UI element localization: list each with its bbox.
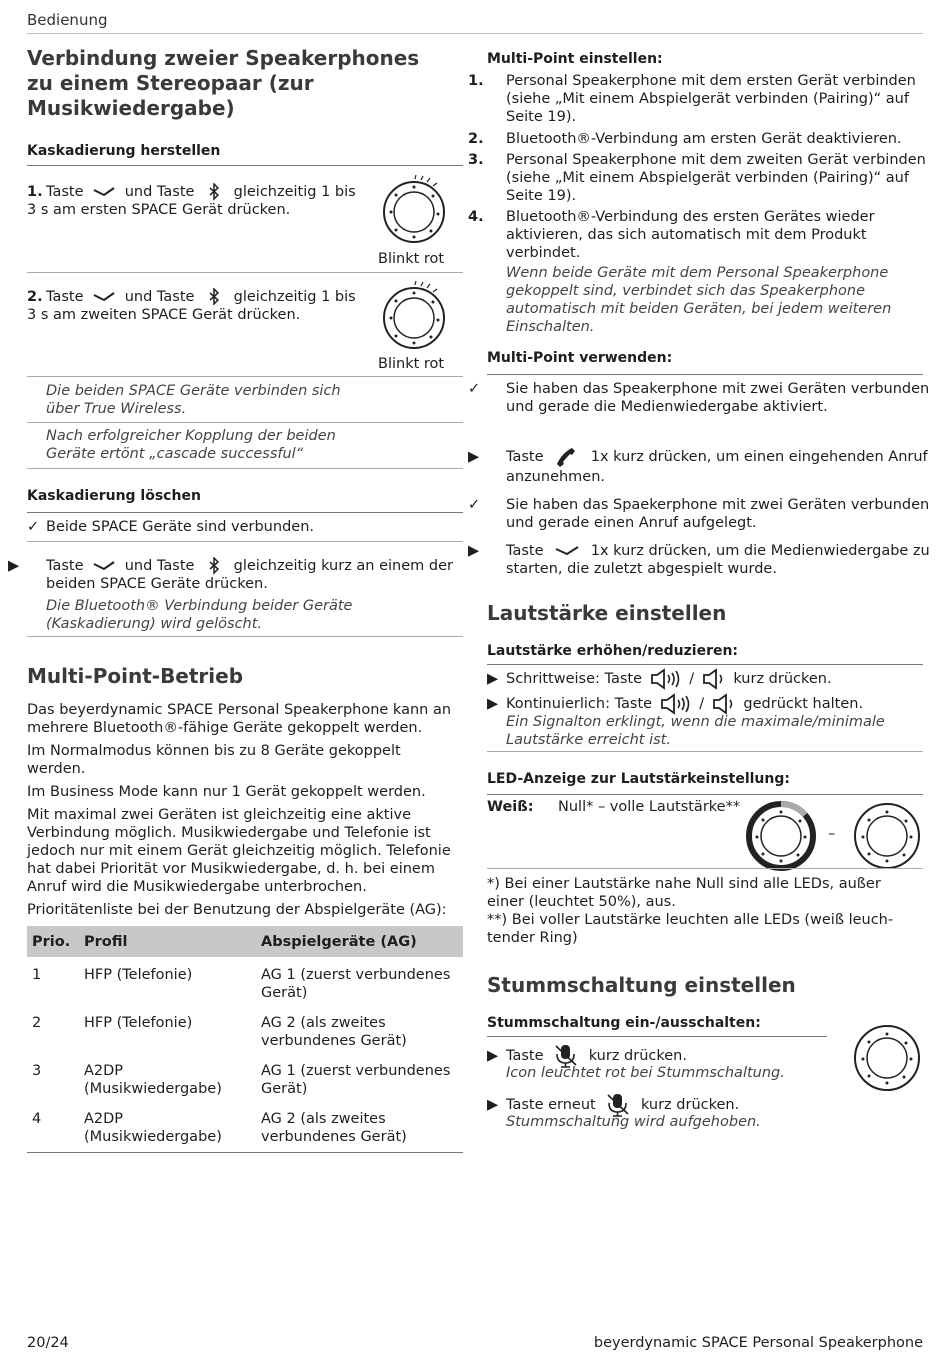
speakerphone-blinking-icon [381, 280, 447, 350]
speakerphone-blinking-icon [381, 174, 447, 244]
phone-icon [552, 446, 582, 468]
cascade-precondition [27, 518, 463, 536]
volume-down-icon [711, 693, 737, 715]
running-header: Bedienung [27, 11, 108, 29]
speakerphone-mute-icon [851, 1022, 923, 1094]
use-action-2 [468, 542, 936, 578]
step-number: 4. [468, 209, 484, 225]
multipoint-paragraph-1: Das beyerdynamic SPACE Personal Speakerphone kann an mehrere Bluetooth®-fähige Geräte gekoppelt werden. [27, 702, 452, 736]
chevron-down-icon [90, 185, 118, 199]
arrow-right-icon: ▶ [468, 449, 480, 465]
divider [487, 1036, 827, 1037]
mute-title: Stummschaltung einstellen [487, 973, 796, 997]
cascade-step-2 [27, 288, 367, 324]
table-cell: 2 [32, 1015, 42, 1031]
footer-product: beyerdynamic SPACE Personal Speakerphone [593, 1335, 923, 1351]
action-text: 1x kurz drücken, um die Medienwiedergabe zu starten, die zuletzt abgespielt wurde. [506, 543, 930, 577]
checkmark-icon: ✓ [468, 381, 481, 397]
word-taste-erneut: Taste erneut [506, 1097, 596, 1113]
multipoint-use-heading: Multi-Point verwenden: [487, 350, 673, 366]
check-text: Beide SPACE Geräte sind verbunden. [46, 519, 314, 535]
divider [27, 422, 463, 423]
multipoint-paragraph-3: Im Business Mode kann nur 1 Gerät gekoppelt werden. [27, 784, 426, 800]
setup-step [468, 130, 936, 148]
action-text: gedrückt halten. [743, 696, 864, 712]
arrow-right-icon: ▶ [487, 1097, 499, 1113]
word-taste: Taste [506, 449, 544, 465]
speakerphone-led-ring-icon [745, 800, 817, 872]
divider [487, 664, 923, 665]
step-number: 2. [27, 289, 43, 305]
column-header: Profil [79, 926, 256, 957]
action-text: kurz drücken. [588, 1048, 687, 1064]
step-text: Bluetooth®-Verbindung des ersten Gerätes wieder aktivieren, das sich automatisch mit dem Produkt verbindet. [506, 209, 875, 261]
word-taste: Taste [46, 289, 84, 305]
cascade-delete-note: Die Bluetooth® Verbindung beider Geräte (Kaskadierung) wird gelöscht. [46, 598, 353, 632]
check-text: Sie haben das Speakerphone mit zwei Geräten verbunden und gerade die Medienwiedergabe aktiviert. [506, 381, 930, 415]
volume-continuous-action [487, 693, 923, 715]
multipoint-setup-heading: Multi-Point einstellen: [487, 51, 663, 67]
bluetooth-icon [201, 288, 227, 306]
table-cell: A2DP (Musikwiedergabe) [84, 1063, 222, 1097]
word-taste: Taste [46, 558, 84, 574]
table-row [27, 957, 463, 1005]
left-column [8, 46, 463, 1145]
led-label: Weiß: [487, 799, 534, 815]
setup-step [468, 72, 936, 126]
mute-heading: Stummschaltung ein-/ausschalten: [487, 1015, 761, 1031]
step-text: gleichzeitig 1 bis 3 s am ersten SPACE Gerät drücken. [27, 184, 356, 218]
table-cell: 1 [32, 967, 42, 983]
table-row [27, 1053, 463, 1101]
word-und-taste: und Taste [124, 289, 195, 305]
table-cell: AG 1 (zuerst verbundenes Gerät) [261, 1063, 451, 1097]
led-footnote-1: *) Bei einer Lautstärke nahe Null sind alle LEDs, außer einer (leuchtet 50%), aus. [487, 876, 881, 910]
page-number: 20/24 [27, 1335, 69, 1351]
cascade-step-1 [27, 183, 367, 219]
multipoint-title: Multi-Point-Betrieb [27, 664, 244, 688]
divider [27, 468, 463, 469]
blink-label: Blinkt rot [378, 356, 445, 372]
volume-down-icon [701, 668, 727, 690]
use-precondition-2 [468, 496, 936, 532]
chevron-down-icon [552, 544, 582, 558]
use-precondition-1 [468, 380, 936, 416]
arrow-right-icon: ▶ [8, 558, 20, 574]
divider [487, 794, 923, 795]
word-und-taste: und Taste [124, 184, 195, 200]
word-taste: Taste [46, 184, 84, 200]
mute-note-2: Stummschaltung wird aufgehoben. [506, 1114, 761, 1130]
action-text: Schrittweise: Taste [506, 671, 643, 687]
table-cell: 4 [32, 1111, 42, 1127]
step-text: Bluetooth®-Verbindung am ersten Gerät deaktivieren. [506, 131, 902, 147]
table-cell: HFP (Telefonie) [84, 1015, 193, 1031]
step-text: gleichzeitig 1 bis 3 s am zweiten SPACE Gerät drücken. [27, 289, 356, 323]
volume-up-icon [649, 668, 683, 690]
arrow-right-icon: ▶ [468, 543, 480, 559]
setup-step [468, 151, 936, 205]
header-divider [27, 33, 923, 34]
table-row [27, 1005, 463, 1053]
divider [487, 868, 923, 869]
multipoint-paragraph-4: Mit maximal zwei Geräten ist gleichzeitig eine aktive Verbindung möglich. Musikwiedergabe und Telefonie ist jedoch nur mit einem Gerät gleichzeitig möglich. Telefonie hat dabei Priorität vor Musikwiedergabe, d. h. bei einem Anruf wird die Musikwiedergabe unterbrochen. [27, 807, 451, 895]
volume-note: Ein Signalton erklingt, wenn die maximale/minimale Lautstärke erreicht ist. [506, 714, 885, 748]
led-footnote-2: **) Bei voller Lautstärke leuchten alle LEDs (weiß leuch-tender Ring) [487, 912, 894, 946]
cascade-title: Verbindung zweier Speakerphones zu einem Stereopaar (zur Musikwiedergabe) [27, 46, 420, 120]
table-cell: AG 1 (zuerst verbundenes Gerät) [261, 967, 451, 1001]
action-text: Kontinuierlich: Taste [506, 696, 653, 712]
table-cell: AG 2 (als zweites verbundenes Gerät) [261, 1111, 407, 1145]
slash: / [689, 671, 695, 687]
divider [27, 376, 463, 377]
word-und-taste: und Taste [124, 558, 195, 574]
setup-note: Wenn beide Geräte mit dem Personal Speakerphone gekoppelt sind, verbindet sich das Speakerphone automatisch mit beiden Geräten, bei jedem weiteren Einschalten. [506, 265, 892, 335]
cascade-delete-heading: Kaskadierung löschen [27, 488, 201, 504]
action-text: 1x kurz drücken, um einen eingehenden Anruf anzunehmen. [506, 449, 928, 485]
step-number: 1. [27, 184, 43, 200]
step-text: Personal Speakerphone mit dem ersten Gerät verbinden (siehe „Mit einem Abspielgerät verbinden (Pairing)“ auf Seite 19). [506, 73, 916, 125]
volume-up-icon [659, 693, 693, 715]
divider [487, 374, 923, 375]
volume-title: Lautstärke einstellen [487, 601, 727, 625]
divider [27, 272, 463, 273]
volume-adjust-heading: Lautstärke erhöhen/reduzieren: [487, 643, 739, 659]
multipoint-paragraph-2: Im Normalmodus können bis zu 8 Geräte gekoppelt werden. [27, 743, 401, 777]
arrow-right-icon: ▶ [487, 1048, 499, 1064]
chevron-down-icon [90, 290, 118, 304]
step-number: 1. [468, 73, 484, 89]
column-header: Abspielgeräte (AG) [256, 926, 463, 957]
arrow-right-icon: ▶ [487, 671, 499, 687]
divider [27, 541, 463, 542]
setup-step [468, 208, 936, 262]
bluetooth-icon [201, 183, 227, 201]
table-cell: A2DP (Musikwiedergabe) [84, 1111, 222, 1145]
volume-step-action [487, 668, 923, 690]
table-cell: HFP (Telefonie) [84, 967, 193, 983]
table-header-row [27, 926, 463, 957]
arrow-right-icon: ▶ [487, 696, 499, 712]
table-row [27, 1101, 463, 1153]
column-header: Prio. [27, 926, 79, 957]
action-text: gleichzeitig kurz an einem der beiden SPACE Geräte drücken. [46, 558, 453, 592]
cascade-note-2: Nach erfolgreicher Kopplung der beiden Geräte ertönt „cascade successful“ [46, 428, 336, 462]
divider [487, 751, 923, 752]
mute-note-1: Icon leuchtet rot bei Stummschaltung. [506, 1065, 785, 1081]
priority-table [27, 926, 463, 1153]
step-text: Personal Speakerphone mit dem zweiten Gerät verbinden (siehe „Mit einem Abspielgerät verbinden (Pairing)“ auf Seite 19). [506, 152, 926, 204]
table-cell: AG 2 (als zweites verbundenes Gerät) [261, 1015, 407, 1049]
action-text: kurz drücken. [640, 1097, 740, 1113]
divider [27, 636, 463, 637]
led-heading: LED-Anzeige zur Lautstärkeinstellung: [487, 771, 790, 787]
word-taste: Taste [506, 543, 544, 559]
divider [27, 512, 463, 513]
cascade-note-1: Die beiden SPACE Geräte verbinden sich über True Wireless. [46, 383, 341, 417]
check-text: Sie haben das Spaekerphone mit zwei Geräten verbunden und gerade einen Anruf aufgelegt. [506, 497, 930, 531]
speakerphone-led-ring-icon [851, 800, 923, 872]
slash: / [699, 696, 705, 712]
checkmark-icon: ✓ [27, 519, 40, 535]
cascade-create-heading: Kaskadierung herstellen [27, 143, 221, 159]
checkmark-icon: ✓ [468, 497, 481, 513]
blink-label: Blinkt rot [378, 251, 445, 267]
action-text: kurz drücken. [733, 671, 832, 687]
use-action-1 [468, 446, 936, 486]
table-cell: 3 [32, 1063, 42, 1079]
step-number: 2. [468, 131, 484, 147]
cascade-delete-action [8, 557, 476, 593]
bluetooth-icon [201, 557, 227, 575]
chevron-down-icon [90, 559, 118, 573]
word-taste: Taste [506, 1048, 544, 1064]
led-dash: – [828, 826, 836, 842]
multipoint-paragraph-5: Prioritätenliste bei der Benutzung der Abspielgeräte (AG): [27, 902, 447, 918]
led-value: Null* – volle Lautstärke** [558, 799, 741, 815]
step-number: 3. [468, 152, 484, 168]
divider [27, 165, 463, 166]
